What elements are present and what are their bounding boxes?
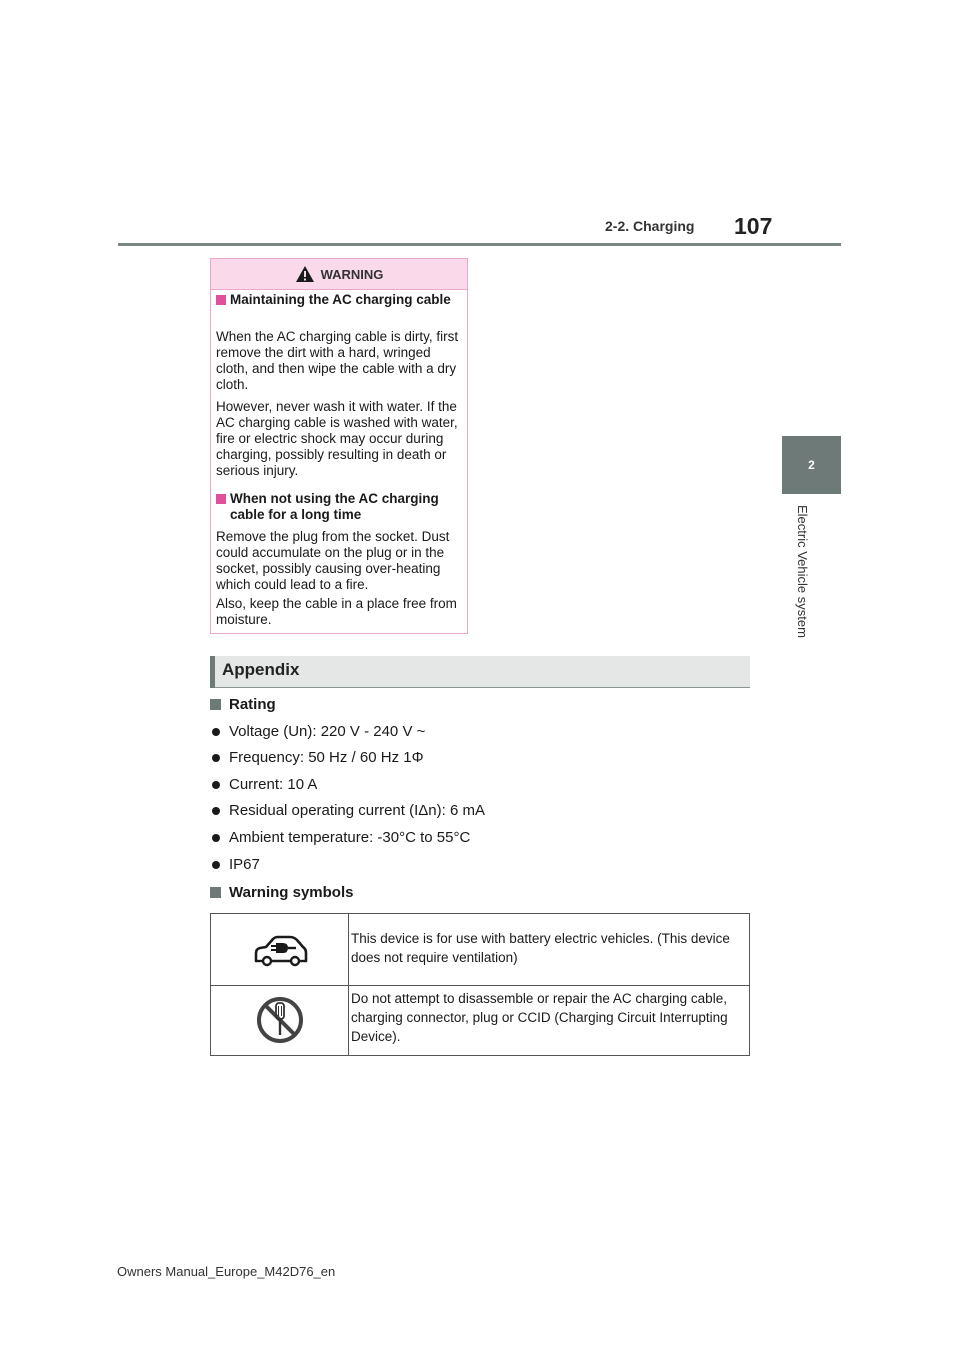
electric-vehicle-icon: [250, 931, 310, 969]
symbol-cell: [211, 914, 349, 985]
warning-paragraph: Also, keep the cable in a place free from moisture.: [216, 596, 457, 627]
rating-heading: Rating: [210, 696, 276, 713]
rating-item: Voltage (Un): 220 V - 240 V ~: [211, 723, 425, 740]
warning-triangle-icon: [295, 265, 315, 283]
rating-item: IP67: [211, 856, 260, 873]
warning-section-heading: When not using the AC charging cable for a long time: [216, 491, 462, 523]
symbol-cell: [211, 985, 349, 1055]
warning-section-heading: Maintaining the AC charging cable: [216, 292, 462, 308]
table-row: [211, 985, 749, 1055]
appendix-accent: [210, 656, 215, 688]
symbols-table: [210, 913, 750, 1056]
warning-paragraph: Remove the plug from the socket. Dust could accumulate on the plug or in the socket, possibly causing over-heating which could lead to a fire.: [216, 529, 450, 592]
page-number: 107: [734, 213, 773, 239]
chapter-tab-label: Electric Vehicle system: [795, 505, 810, 638]
warning-title: WARNING: [320, 266, 384, 282]
chapter-tab-number: 2: [808, 458, 815, 472]
warning-section: [216, 292, 462, 308]
warning-section: [216, 491, 462, 523]
symbol-description: This device is for use with battery electric vehicles. (This device does not require ventilation): [351, 931, 730, 965]
symbol-description: Do not attempt to disassemble or repair the AC charging cable, charging connector, plug or CCID (Charging Circuit Interrupting Device).: [351, 991, 728, 1044]
section-title: 2-2. Charging: [605, 218, 695, 234]
no-disassembly-icon: [255, 995, 305, 1045]
footer-manual-id: Owners Manual_Europe_M42D76_en: [117, 1264, 336, 1279]
warning-paragraph: However, never wash it with water. If the AC charging cable is washed with water, fire or electric shock may occur during charging, possibly resulting in death or serious injury.: [216, 399, 458, 478]
table-row: [211, 914, 749, 986]
rating-item: Ambient temperature: -30°C to 55°C: [211, 829, 470, 846]
appendix-title: Appendix: [222, 660, 300, 679]
warning-paragraph: When the AC charging cable is dirty, first remove the dirt with a hard, wringed cloth, and then wipe the cable with a dry cloth.: [216, 329, 459, 392]
header-rule: [118, 243, 841, 246]
rating-item: Current: 10 A: [211, 776, 317, 793]
symbols-heading: Warning symbols: [210, 884, 353, 901]
rating-item: Residual operating current (IΔn): 6 mA: [211, 802, 485, 819]
warning-box: [210, 258, 468, 634]
warning-header: [211, 259, 467, 290]
rating-item: Frequency: 50 Hz / 60 Hz 1Φ: [211, 749, 424, 766]
